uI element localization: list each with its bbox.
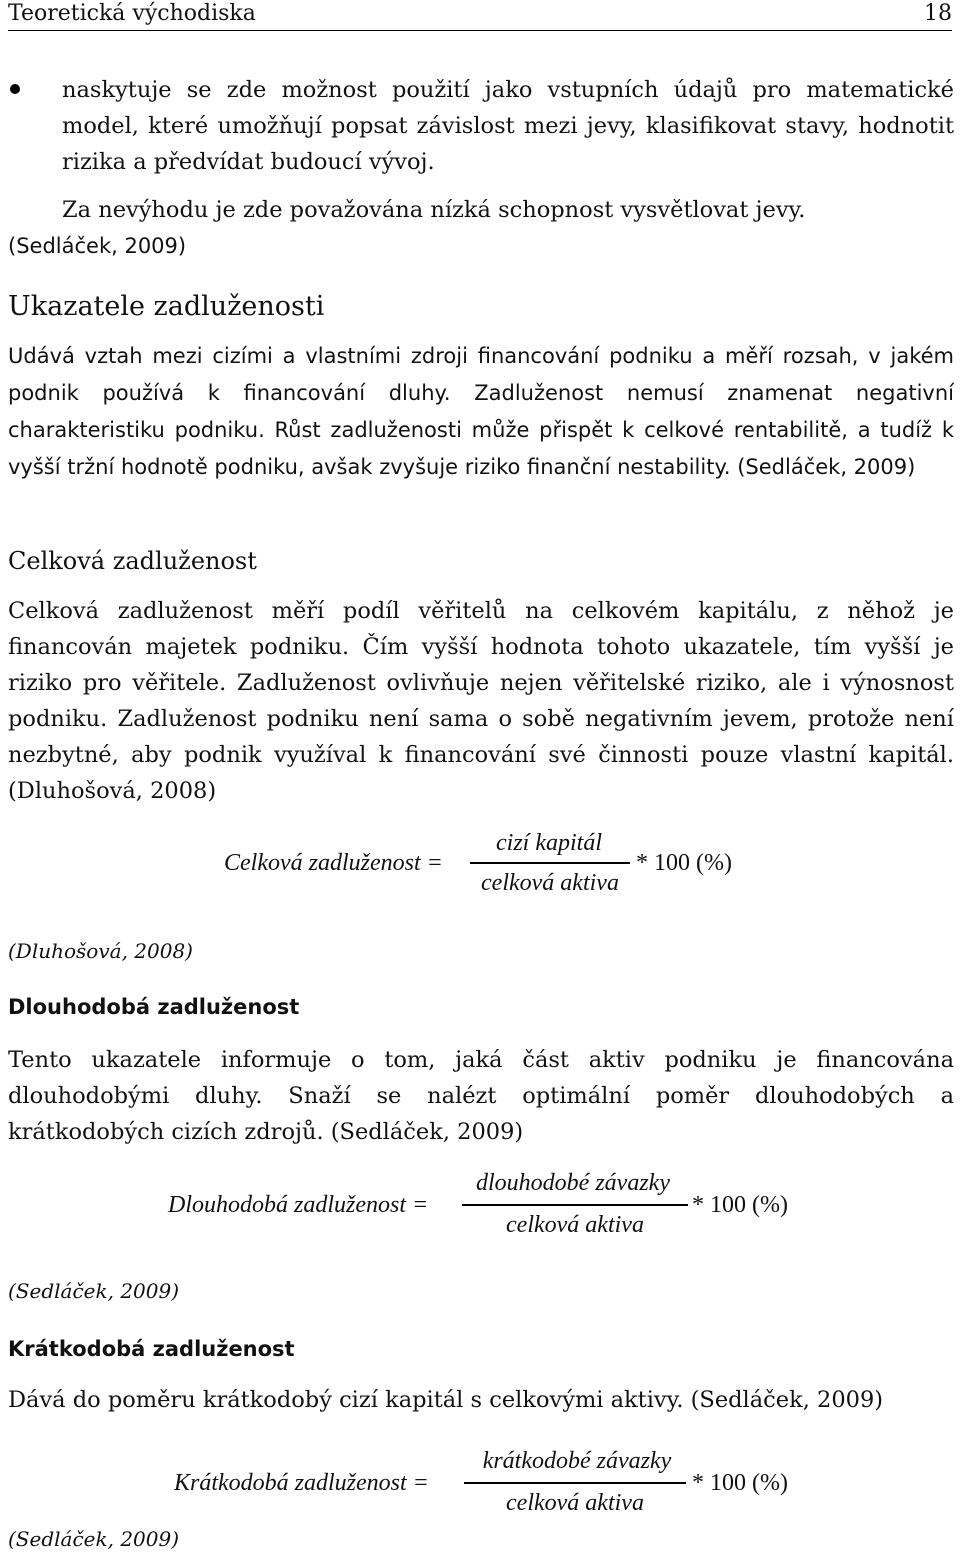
formula-denominator: celková aktiva	[506, 1490, 644, 1516]
short-term-debt-paragraph: Dává do poměru krátkodobý cizí kapitál s celkovými aktivy. (Sedláček, 2009)	[8, 1387, 884, 1413]
formula-rhs: * 100 (%)	[636, 850, 732, 876]
page-number: 18	[924, 1, 952, 26]
section-heading-short-term-debt: Krátkodobá zadluženost	[8, 1337, 295, 1361]
formula-lhs: Celková zadluženost =	[224, 850, 443, 876]
header-title: Teoretická východiska	[8, 1, 256, 26]
formula-numerator: dlouhodobé závazky	[476, 1170, 670, 1196]
formula-denominator: celková aktiva	[481, 870, 619, 896]
formula-denominator: celková aktiva	[506, 1212, 644, 1238]
intro-citation: (Sedláček, 2009)	[8, 234, 187, 258]
section-heading-total-debt: Celková zadluženost	[8, 547, 257, 575]
fraction-bar	[470, 862, 630, 864]
formula-numerator: cizí kapitál	[496, 830, 602, 856]
debt-indicators-paragraph: Udává vztah mezi cizími a vlastními zdroji financování podniku a měří rozsah, v jakém podnik používá k financování dluhy. Zadluženost nemusí znamenat negativní charakteristiku podniku. Růst zadluženosti může přispět k celkové rentabilitě, a tudíž k vyšší tržní hodnotě podniku, avšak zvyšuje riziko finanční nestability. (Sedláček, 2009)	[8, 344, 954, 479]
bullet-icon	[10, 84, 20, 94]
formula-lhs: Dlouhodobá zadluženost =	[168, 1192, 429, 1218]
long-term-debt-formula	[168, 1170, 808, 1240]
formula-numerator: krátkodobé závazky	[482, 1448, 672, 1474]
formula-lhs: Krátkodobá zadluženost =	[174, 1470, 429, 1496]
long-term-debt-paragraph: Tento ukazatele informuje o tom, jaká část aktiv podniku je financována dlouhodobými dluhy. Snaží se nalézt optimální poměr dlouhodobých a krátkodobých cizích zdrojů. (Sedláček, 2009)	[8, 1047, 954, 1145]
short-term-debt-citation: (Sedláček, 2009)	[8, 1527, 180, 1551]
total-debt-formula	[224, 830, 784, 900]
long-term-debt-citation: (Sedláček, 2009)	[8, 1279, 180, 1303]
intro-line: Za nevýhodu je zde považována nízká schopnost vysvětlovat jevy.	[62, 197, 806, 223]
fraction-bar	[464, 1482, 686, 1484]
formula-rhs: * 100 (%)	[692, 1470, 788, 1496]
section-heading-debt-indicators: Ukazatele zadluženosti	[8, 291, 325, 322]
fraction-bar	[462, 1204, 688, 1206]
section-heading-long-term-debt: Dlouhodobá zadluženost	[8, 995, 300, 1019]
total-debt-paragraph: Celková zadluženost měří podíl věřitelů na celkovém kapitálu, z něhož je financován majetek podniku. Čím vyšší hodnota tohoto ukazatele, tím vyšší je riziko pro věřitele. Zadluženost ovlivňuje nejen věřitelské riziko, ale i výnosnost podniku. Zadluženost podniku není sama o sobě negativním jevem, protože není nezbytné, aby podnik využíval k financování své činnosti pouze vlastní kapitál. (Dluhošová, 2008)	[8, 598, 954, 804]
short-term-debt-formula	[174, 1448, 814, 1518]
total-debt-citation: (Dluhošová, 2008)	[8, 939, 193, 963]
formula-rhs: * 100 (%)	[692, 1192, 788, 1218]
page-header	[8, 0, 952, 31]
bullet-paragraph: naskytuje se zde možnost použití jako vstupních údajů pro matematické model, které umožňují popsat závislost mezi jevy, klasifikovat stavy, hodnotit rizika a předvídat budoucí vývoj.	[62, 77, 954, 175]
